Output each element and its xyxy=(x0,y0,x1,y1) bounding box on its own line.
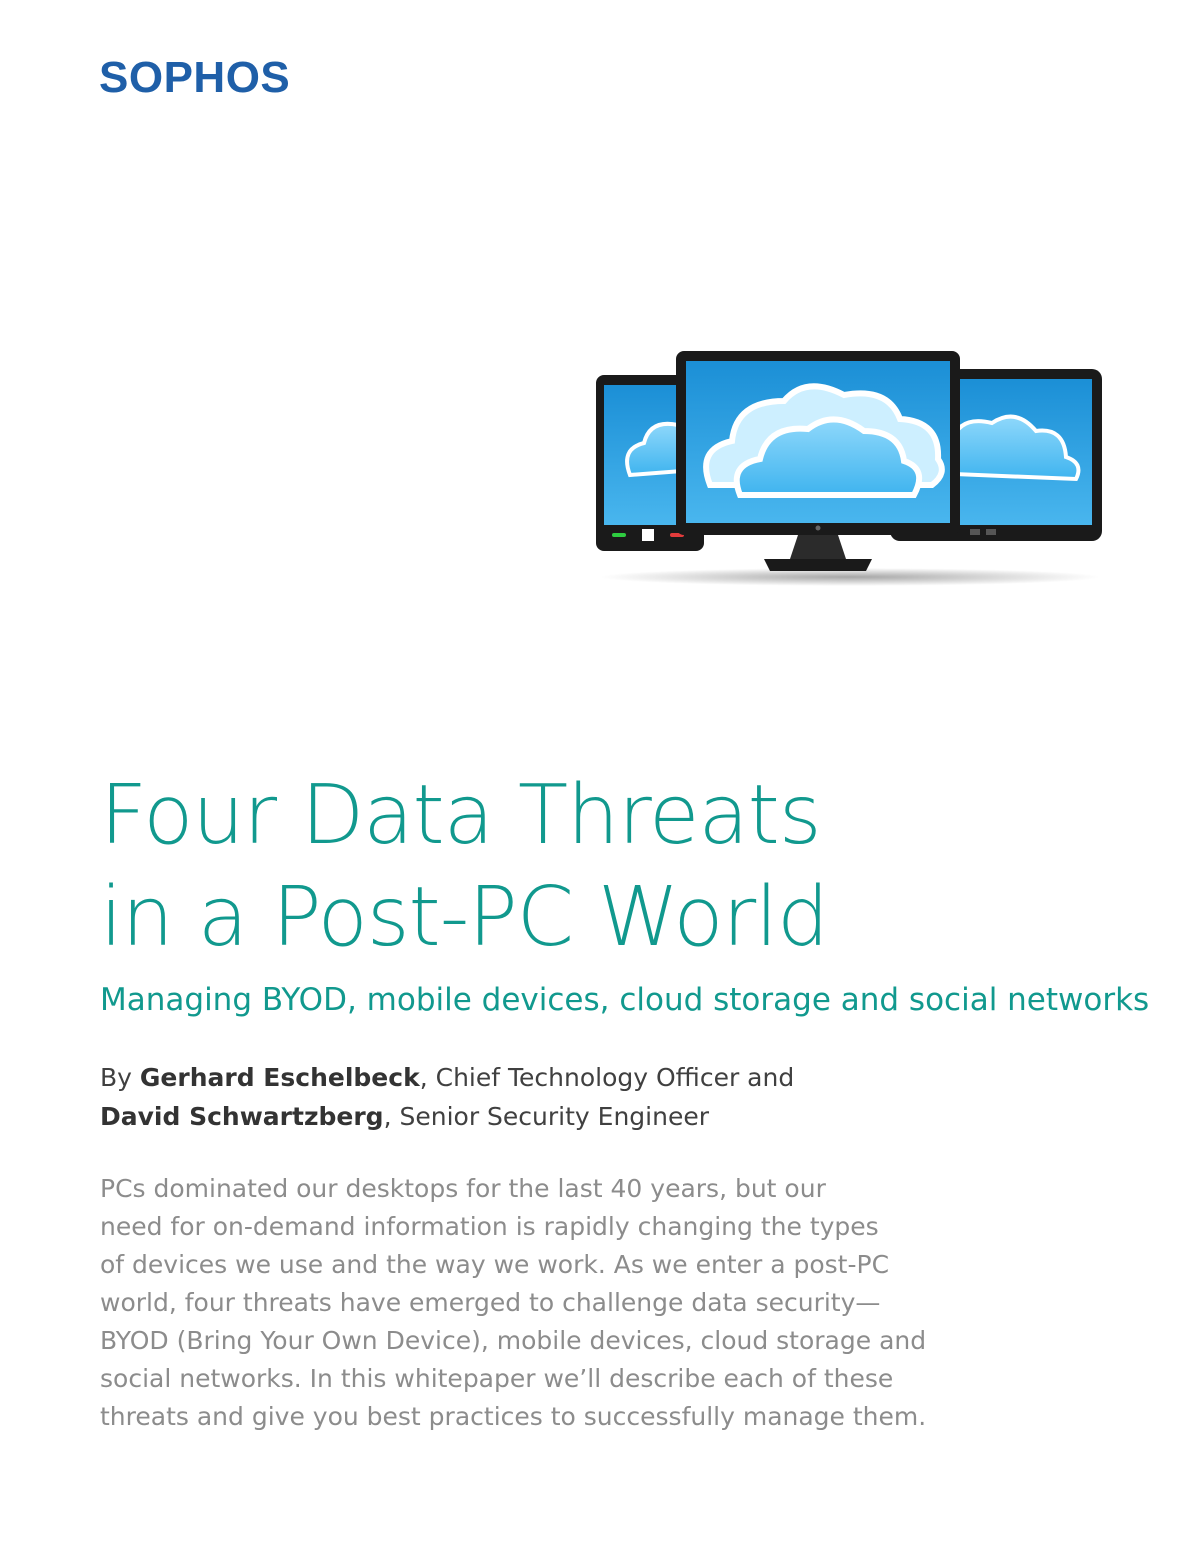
author-2-role: , Senior Security Engineer xyxy=(383,1102,709,1131)
byline xyxy=(100,1058,794,1136)
author-1-name: Gerhard Eschelbeck xyxy=(139,1063,420,1092)
byline-row-2 xyxy=(100,1097,794,1136)
intro-line: threats and give you best practices to successfully manage them. xyxy=(100,1402,927,1431)
intro-line: BYOD (Bring Your Own Device), mobile devices, cloud storage and xyxy=(100,1326,927,1355)
sophos-logo: SOPHOS xyxy=(99,53,291,102)
intro-paragraph xyxy=(100,1170,926,1436)
intro-line: of devices we use and the way we work. As we enter a post-PC xyxy=(100,1250,890,1279)
document-subtitle: Managing BYOD, mobile devices, cloud storage and social networks xyxy=(100,982,1150,1018)
title-line-2: in a Post-PC World xyxy=(100,870,829,965)
author-1-role: , Chief Technology Officer and xyxy=(419,1063,795,1092)
byline-row-1 xyxy=(100,1058,794,1097)
title-line-1: Four Data Threats xyxy=(100,768,821,863)
document-title xyxy=(100,765,828,969)
intro-line: need for on-demand information is rapidly changing the types xyxy=(100,1212,879,1241)
byline-by: By xyxy=(100,1063,140,1092)
intro-line: PCs dominated our desktops for the last 40 years, but our xyxy=(100,1174,826,1203)
intro-line: social networks. In this whitepaper we’ll describe each of these xyxy=(100,1364,894,1393)
devices-cloud-illustration xyxy=(590,345,1110,590)
author-2-name: David Schwartzberg xyxy=(100,1102,384,1131)
intro-line: world, four threats have emerged to challenge data security— xyxy=(100,1288,881,1317)
